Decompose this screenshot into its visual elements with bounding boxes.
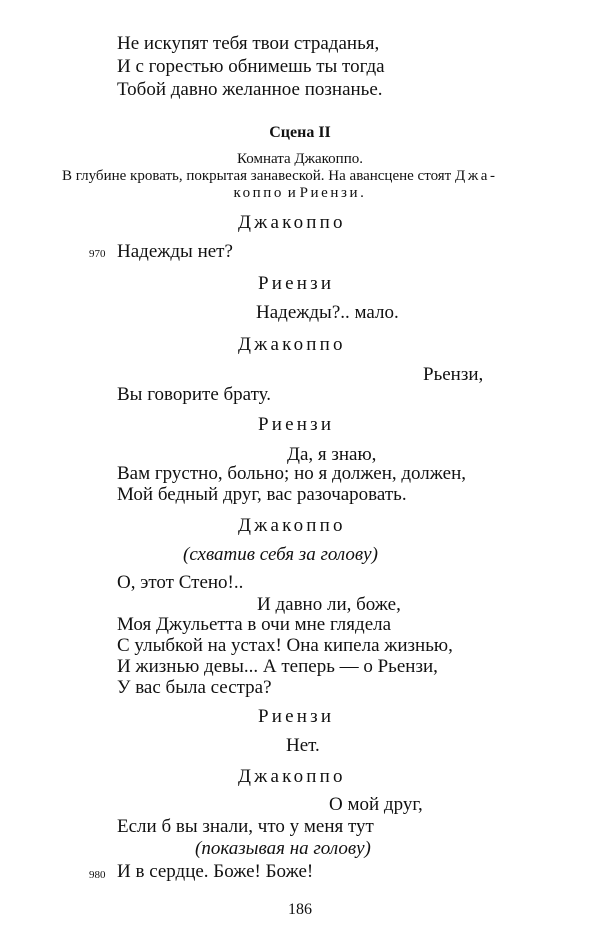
verse-line: О мой друг, [329,794,423,815]
verse-line: И в сердце. Боже! Боже! [117,861,314,882]
verse-line: Мой бедный друг, вас разочаровать. [117,484,407,505]
speaker-name: Риензи [258,273,335,294]
verse-line: И жизнью девы... А теперь — о Рьензи, [117,656,438,677]
page-number: 186 [288,901,312,918]
verse-line: Рьензи, [423,364,484,385]
line-number: 970 [89,248,106,260]
speaker-name: Риензи [258,414,335,435]
verse-line: Не искупят тебя твои страданья, [117,33,380,54]
stage-direction: (показывая на голову) [195,838,371,859]
scene-setting: Комната Джакоппо. [237,151,363,167]
stage-direction-text: и [287,185,296,201]
verse-line: Моя Джульетта в очи мне глядела [117,614,392,635]
stage-direction-speaker: Риензи. [299,185,367,201]
verse-line: Тобой давно желанное познанье. [117,79,383,100]
speaker-name: Джакоппо [238,334,346,355]
stage-direction [62,167,498,185]
verse-line: И давно ли, боже, [257,594,401,615]
stage-direction [0,184,600,202]
verse-line: Вам грустно, больно; но я должен, должен, [117,463,466,484]
verse-line: У вас была сестра? [117,677,272,698]
scene-title: Сцена II [269,124,331,141]
verse-line: Вы говорите брату. [117,384,272,405]
verse-line: О, этот Стено!.. [117,572,244,593]
stage-direction-speaker: Джа- [455,168,498,184]
verse-line: И с горестью обнимешь ты тогда [117,56,385,77]
verse-line: Нет. [286,735,320,756]
stage-direction-speaker: коппо [233,185,285,201]
verse-line: Надежды?.. мало. [256,302,399,323]
stage-direction: (схватив себя за голову) [183,544,378,565]
verse-line: Да, я знаю, [287,444,377,465]
speaker-name: Джакоппо [238,515,346,536]
verse-line: Если б вы знали, что у меня тут [117,816,374,837]
speaker-name: Риензи [258,706,335,727]
speaker-name: Джакоппо [238,212,346,233]
stage-direction-text: В глубине кровать, покрытая занавеской. На авансцене стоят [62,168,452,184]
speaker-name: Джакоппо [238,766,346,787]
line-number: 980 [89,869,106,881]
verse-line: С улыбкой на устах! Она кипела жизнью, [117,635,453,656]
verse-line: Надежды нет? [117,241,233,262]
